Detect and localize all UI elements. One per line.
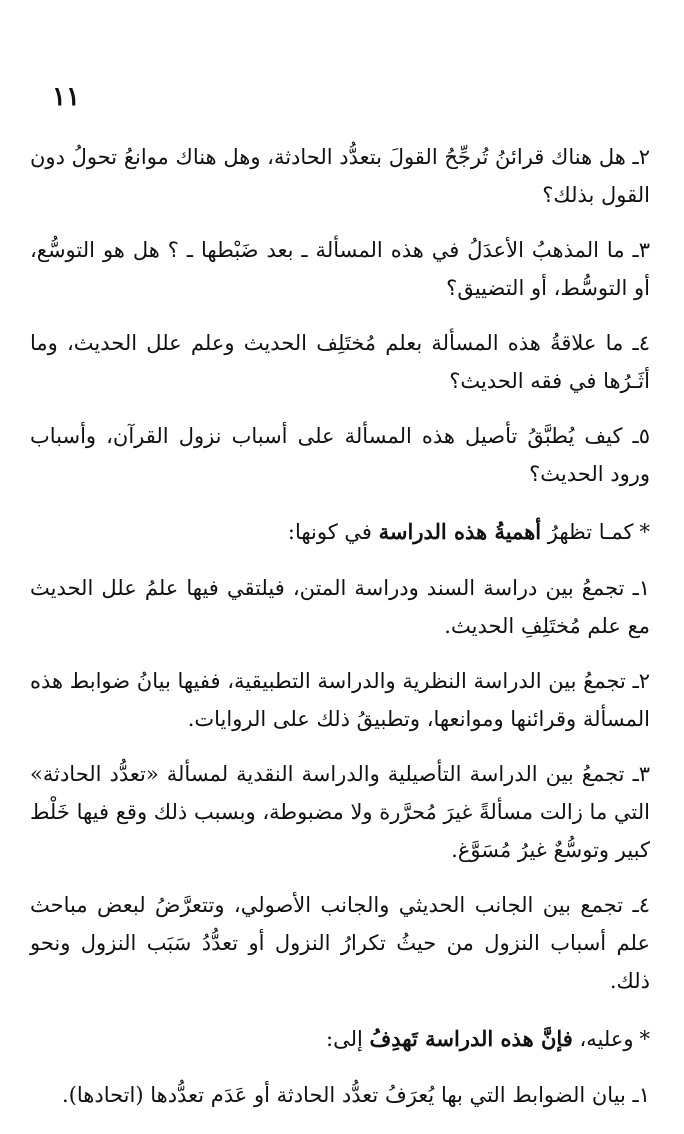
question-4: ٤ـ ما علاقةُ هذه المسألة بعلم مُختَلِف الحديث وعلم علل الحديث، وما أثَـرُها في فقه الحديث؟: [30, 331, 650, 393]
goals-suffix: إلى:: [326, 1027, 370, 1051]
goal-item-1: ١ـ بيان الضوابط التي بها يُعرَفُ تعدُّد الحادثة أو عَدَم تعدُّدها (اتحادها).: [62, 1083, 650, 1107]
question-3: ٣ـ ما المذهبُ الأعدَلُ في هذه المسألة ـ بعد ضَبْطها ـ ؟ هل هو التوسُّع، أو التوسُّط، أو التضييق؟: [30, 238, 650, 300]
question-2: ٢ـ هل هناك قرائنُ تُرجِّحُ القولَ بتعدُّد الحادثة، وهل هناك موانعُ تحولُ دون القول بذلك؟: [30, 145, 650, 207]
importance-suffix: في كونها:: [287, 520, 379, 544]
importance-item-3: ٣ـ تجمعُ بين الدراسة التأصيلية والدراسة النقدية لمسألة «تعدُّد الحادثة» التي ما زالت مسألةً غيرَ مُحرَّرة ولا مضبوطة، وبسبب ذلك وقع فيها خَلْط كبير وتوسُّعٌ غيرُ مُسَوَّغ.: [30, 762, 650, 862]
goals-prefix: وعليه،: [572, 1027, 634, 1051]
page-number: ١١: [52, 82, 80, 112]
importance-bold: أهميةُ هذه الدراسة: [378, 519, 542, 544]
goals-heading: [30, 1020, 650, 1058]
page-content: [30, 138, 650, 1134]
star-marker: *: [639, 520, 650, 544]
importance-item-2: ٢ـ تجمعُ بين الدراسة النظرية والدراسة التطبيقية، ففيها بيانُ ضوابط هذه المسألة وقرائنها وموانعها، وتطبيقُ ذلك على الروايات.: [30, 669, 650, 731]
question-5: ٥ـ كيف يُطبَّقُ تأصيل هذه المسألة على أسباب نزول القرآن، وأسباب ورود الحديث؟: [30, 424, 650, 486]
star-marker: *: [639, 1027, 650, 1051]
importance-item-4: ٤ـ تجمع بين الجانب الحديثي والجانب الأصولي، وتتعرَّضُ لبعض مباحث علم أسباب النزول من حيثُ تكرارُ النزول أو تعدُّدُ سَبَب النزول ونحو ذلك.: [30, 893, 650, 993]
importance-item-1: ١ـ تجمعُ بين دراسة السند ودراسة المتن، فيلتقي فيها علمُ علل الحديث مع علم مُختَلِفِ الحديث.: [30, 576, 650, 638]
importance-prefix: كمـا تظهرُ: [541, 520, 634, 544]
importance-heading: [30, 513, 650, 551]
goals-bold: فإنَّ هذه الدراسة تَهدِفُ: [369, 1026, 573, 1051]
